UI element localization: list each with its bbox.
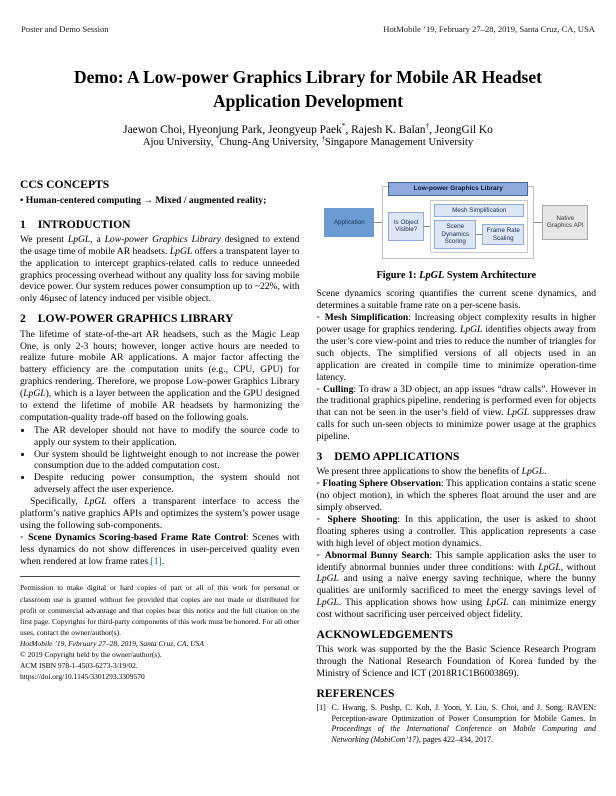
abnormal-bunny-paragraph: ◦ Abnormal Bunny Search: This sample application asks the user to identify abnormal bunnies under three conditions: with LpGL, without LpGL and using a naïve energy saving technique, where the bunny qualities are uniformly sacrificed to meet the energy savings level of LpGL. This application shows how using LpGL can minimize energy cost without sacrificing user perceived object fidelity.: [316, 549, 596, 621]
demo-intro-paragraph: We present three applications to show the benefits of LpGL.: [316, 466, 547, 478]
native-graphics-api-box: Native Graphics API: [542, 205, 588, 240]
section-heading-demo-applications: 3 DEMO APPLICATIONS: [316, 450, 460, 464]
frame-rate-control-paragraph: ◦ Scene Dynamics Scoring-based Frame Rate Control: Scenes with less dynamics do not show differences in user-perceived quality even when rendered at low frame rates [1].: [20, 531, 300, 567]
paper-title: [0, 66, 616, 113]
reference-item-1: [317, 703, 597, 745]
running-header-left: Poster and Demo Session: [21, 24, 109, 34]
left-column: [20, 178, 300, 745]
lpgl-library-header: Low-power Graphics Library: [388, 182, 528, 196]
copyright-line: © 2019 Copyright held by the owner/author(s).: [20, 649, 162, 659]
permission-text: Permission to make digital or hard copies of part or all of this work for personal or classroom use is granted without fee provided that copies are not made or distributed for profit or commercial advantage and that copies bear this notice and the full citation on the first page. Copyrights for third-party components of this work must be honored. For all other uses, contact the owner/author(s).: [20, 583, 300, 637]
reference-label: [1]: [316, 703, 326, 713]
frame-rate-scaling-box: Frame Rate Scaling: [482, 224, 524, 245]
running-header: [0, 0, 616, 34]
application-box: Application: [324, 208, 374, 237]
culling-paragraph: ◦ Culling: To draw a 3D object, an app issues “draw calls”. However in the traditional graphics pipeline, rendering is performed even for objects that can not be seen in the user’s field of view. LpGL suppresses draw calls for such un-seen objects to minimize power usage at the graphics pipeline.: [316, 383, 596, 443]
references-heading: REFERENCES: [316, 687, 395, 701]
acknowledgements-paragraph: This work was supported by the the Basic Science Research Program through the National Research Foundation of Korea funded by the Ministry of Science and ICT (2018R1C1B6003869).: [316, 644, 596, 680]
goal-item-2: • Our system should be lightweight enough to not increase the power consumption due to the added computation cost.: [33, 449, 300, 473]
paper-title-line2: Application Development: [212, 90, 404, 111]
goal-item-3: • Despite reducing power consumption, the system should not adversely affect the user experience.: [33, 472, 300, 496]
running-header-right: HotMobile ’19, February 27–28, 2019, Santa Cruz, CA, USA: [383, 24, 595, 34]
citation-ref[interactable]: [1]: [150, 555, 162, 567]
mesh-simplification-paragraph: ◦ Mesh Simplification: Increasing object complexity results in higher power usage for graphics rendering. LpGL identifies objects away from the user’s core view-point and tries to reduce the number of triangles for such objects. The simplified versions of all objects used in an application are created in compile time to minimize operation-time latency.: [316, 312, 597, 383]
right-column: [317, 178, 597, 745]
mesh-simplification-box: Mesh Simplification: [434, 204, 524, 217]
lpgl-library-container: [382, 186, 534, 258]
ccs-concepts-text: • Human-centered computing → Mixed / augmented reality;: [20, 194, 267, 206]
paper-title-line1: Demo: A Low-power Graphics Library for Mobile AR Headset: [74, 67, 542, 87]
acknowledgements-heading: ACKNOWLEDGEMENTS: [316, 628, 454, 641]
design-goals-list: [20, 425, 300, 496]
lpgl-paragraph: The lifetime of state-of-the-art AR headsets, such as the Magic Leap One, is only 2-3 hours; however, longer active hours are needed to realize future mobile AR applications. A major factor affecting the battery efficiency are the computation units (e.g., CPU, GPU) for graphics rendering. Therefore, we propose Low-power Graphics Library (LpGL), which is a layer between the application and the GPU designed to extend the lifetime of mobile AR headsets by harmonizing the computation-quality trade-off based on the following goals.: [20, 328, 300, 423]
reference-text: C. Hwang, S. Pushp, C. Koh, J. Yoon, Y. Liu, S. Choi, and J. Song. RAVEN: Perception-aware Optimization of Power Consumption for Mobile Games. In Proceedings of the International Conference on Mobile Computing and Networking (MobiCom’17), pages 422–434, 2017.: [331, 703, 596, 744]
figure-caption: Figure 1: LpGL System Architecture: [376, 269, 537, 281]
scene-dynamics-continuation-paragraph: Scene dynamics scoring quantifies the current scene dynamics, and determines a suitable frame rate on a per-scene basis.: [316, 288, 596, 312]
copyright-footnote: [20, 576, 300, 682]
scene-dynamics-scoring-box: Scene Dynamics Scoring: [434, 220, 476, 248]
section-heading-lpgl: 2 LOW-POWER GRAPHICS LIBRARY: [20, 312, 234, 326]
ccs-heading: CCS CONCEPTS: [20, 178, 110, 192]
section-heading-introduction: 1 INTRODUCTION: [20, 217, 131, 231]
affiliations-line: Ajou University, *Chung-Ang University, †Singapore Management University: [142, 135, 474, 149]
sphere-shooting-paragraph: ◦ Sphere Shooting: In this application, the user is asked to shoot floating spheres using a controller. This application represents a case with high level of object motion dynamics.: [316, 513, 596, 549]
goal-item-1: • The AR developer should not have to modify the source code to apply our system to their application.: [33, 425, 300, 449]
subcomponents-intro-paragraph: Specifically, LpGL offers a transparent interface to access the platform’s native graphics APIs and optimizes the system’s power usage using the following sub-components.: [20, 496, 300, 531]
connector-line: [374, 222, 382, 223]
isbn-line: ACM ISBN 978-1-4503-6273-3/19/02.: [20, 661, 138, 671]
connector-line: [534, 222, 542, 223]
conference-line: HotMobile ’19, February 27–28, 2019, Santa Cruz, CA, USA: [20, 638, 204, 648]
introduction-paragraph: We present LpGL, a Low-power Graphics Library designed to extend the usage time of mobile AR headsets. LpGL offers a transpatent layer to the application to intercept graphics-related calls to reduce unneeded graphics processing overhead without any quality loss for saving mobile device power. Our system reduces power consumption up to ~22%, with only 46µsec of latency induced per visible object.: [20, 233, 300, 305]
lpgl-inner-group: [430, 200, 528, 253]
doi-link[interactable]: https://doi.org/10.1145/3301293.3309570: [20, 672, 145, 682]
figure-1: [317, 180, 597, 282]
floating-sphere-paragraph: ◦ Floating Sphere Observation: This application contains a static scene (no object motion), in which the spheres float around the user and are simply observed.: [316, 478, 596, 514]
two-column-body: [0, 178, 616, 745]
is-object-visible-box: Is Object Visible?: [388, 212, 424, 241]
system-architecture-diagram: [317, 180, 597, 260]
authors-line: Jaewon Choi, Hyeonjung Park, Jeongyeup Paek*, Rajesh K. Balan†, JeongGil Ko: [123, 121, 493, 137]
